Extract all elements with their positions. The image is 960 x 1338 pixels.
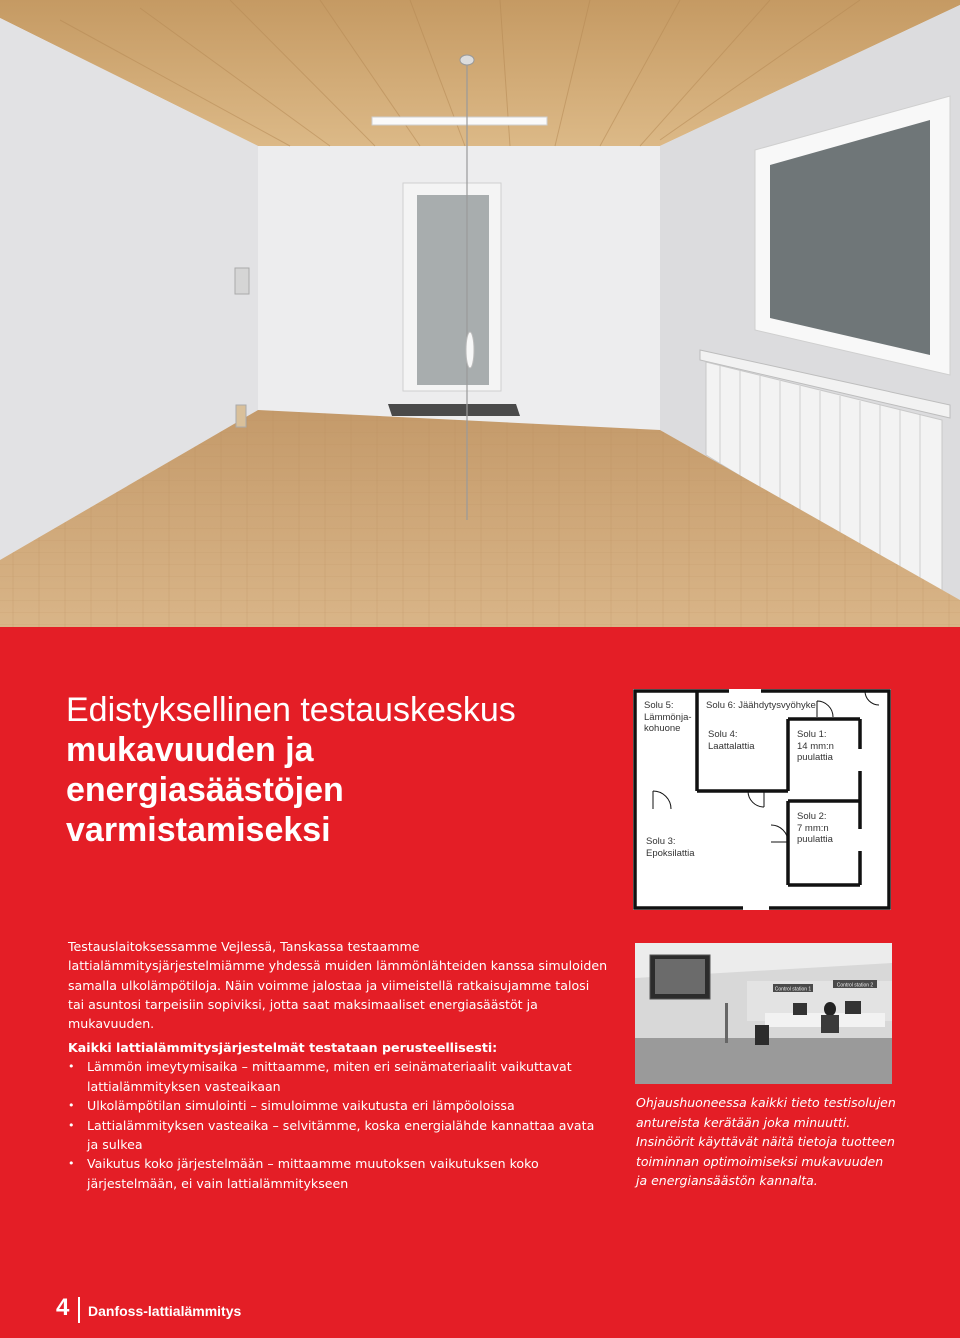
intro-paragraph: Testauslaitoksessamme Vejlessä, Tanskassa testaamme lattialämmitysjärjestelmiämme yhdessä muiden lämmönlähteiden kanssa simuloiden samalla ulkolämpötiloja. Näin voimme jalostaa ja viimeistellä ratkaisujamme talosi tai asuntosi tarpeisiin sopiviksi, jotta saat maksimaaliset energiasäästöt ja mukavuuden. [68, 939, 608, 1032]
list-item: • Vaikutus koko järjestelmään – mittaamme muutoksen vaikutuksen koko järjestelmään, ei vain lattialämmitykseen [68, 1154, 608, 1193]
list-item: • Ulkolämpötilan simulointi – simuloimme vaikutusta eri lämpöoloissa [68, 1096, 608, 1115]
plan-zone-2: Solu 2: 7 mm:n puulattia [797, 811, 833, 845]
list-item: • Lämmön imeytymisaika – mittaamme, miten eri seinämateriaalit vaikuttavat lattialämmityksen vasteaikaan [68, 1057, 608, 1096]
control-room-photo [635, 943, 892, 1084]
list-item: • Lattialämmityksen vasteaika – selvitämme, koska energialähde kannattaa avata ja sulkea [68, 1116, 608, 1155]
plan-zone-1: Solu 1: 14 mm:n puulattia [797, 729, 834, 763]
title-line-4: varmistamiseksi [66, 811, 331, 849]
plan-zone-3: Solu 3: Epoksilattia [646, 836, 695, 859]
page-title [66, 690, 606, 850]
title-line-2: mukavuuden ja [66, 731, 314, 769]
plan-zone-5: Solu 5: Lämmönja- kohuone [644, 700, 692, 734]
test-room-photo [0, 0, 960, 627]
plan-zone-6: Solu 6: Jäähdytysvyöhyke [706, 700, 816, 711]
title-line-3: energiasäästöjen [66, 771, 344, 809]
test-list-items [68, 1057, 608, 1193]
control-station-1-label: Control station 1 [774, 986, 812, 993]
test-list-heading: Kaikki lattialämmitysjärjestelmät testataan perusteellisesti: [68, 1040, 498, 1055]
test-list [68, 1038, 608, 1193]
floor-plan [633, 689, 891, 910]
plan-zone-4: Solu 4: Laattalattia [708, 729, 755, 752]
footer-divider [78, 1297, 80, 1323]
footer-brand: Danfoss-lattialämmitys [88, 1303, 242, 1319]
title-line-1: Edistyksellinen testauskeskus [66, 691, 516, 729]
photo-caption: Ohjaushuoneessa kaikki tieto testisolujen antureista kerätään joka minuutti. Insinöörit käyttävät näitä tietoja tuotteen toiminnan optimoimiseksi mukavuuden ja energiansäästön kannalta. [636, 1095, 896, 1188]
control-station-2-label: Control station 2 [836, 982, 874, 989]
page-number: 4 [56, 1294, 70, 1321]
